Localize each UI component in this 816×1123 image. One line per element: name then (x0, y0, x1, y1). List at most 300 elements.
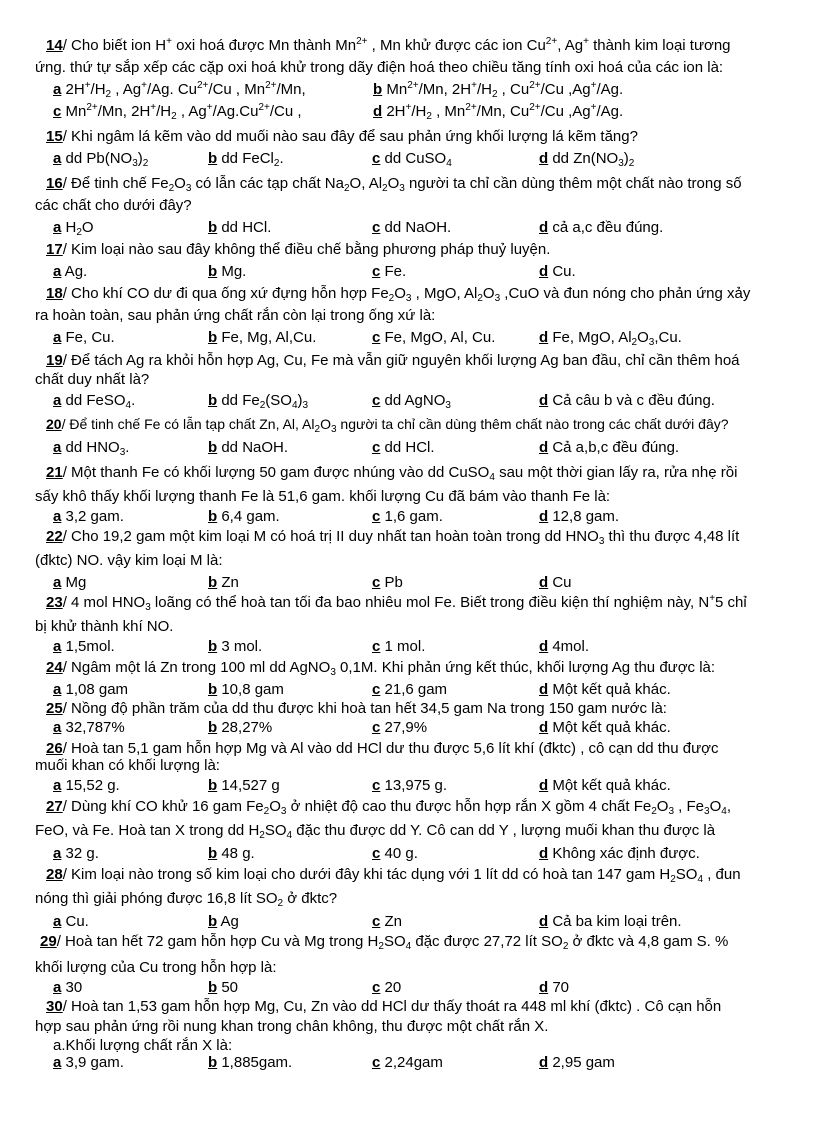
text-line (0, 573, 816, 593)
option-letter: b (208, 638, 218, 655)
text-line (0, 978, 816, 998)
text-line (0, 797, 816, 817)
formula-text: 6,4 gam. (217, 508, 280, 525)
formula-text: sấy khô thấy khối lượng thanh Fe là 51,6 gam. khối lượng Cu đã bám vào thanh Fe là: (35, 488, 611, 505)
text-line (0, 438, 816, 458)
formula-text: 14,527 g (217, 777, 280, 794)
formula-text: / Một thanh Fe có khối lượng 50 gam được nhúng vào dd CuSO$_4$ sau một thời gian lấy ra, rửa nhẹ rồi (62, 464, 738, 483)
formula-text: cả a,c đều đúng. (548, 219, 664, 236)
answer-option-a (53, 80, 306, 100)
option-letter: a (53, 263, 62, 280)
option-letter: c (372, 263, 381, 280)
text-line (0, 932, 816, 952)
formula-text: dd FeSO$_4$. (61, 392, 136, 411)
formula-text: Cả câu b và c đều đúng. (548, 392, 715, 409)
answer-option-c (372, 680, 447, 700)
question-text (46, 658, 715, 678)
formula-text: dd $HNO_3$. (61, 439, 130, 458)
formula-text: dd AgNO$_3$ (380, 392, 451, 411)
option-letter: d (539, 508, 549, 525)
text-line (0, 196, 816, 216)
answer-option-a (53, 438, 129, 458)
formula-text: 48 g. (217, 845, 255, 862)
text-line (0, 680, 816, 700)
question-number: 15 (46, 128, 63, 145)
text-segment (35, 58, 723, 78)
formula-text: nóng thì giải phóng được 16,8 lít $SO_2$ ở đktc? (35, 890, 338, 909)
option-letter: a (53, 638, 62, 655)
formula-text: Zn (217, 574, 239, 591)
question-number: 23 (46, 594, 63, 611)
option-letter: c (372, 913, 381, 930)
answer-option-a (53, 844, 99, 864)
option-letter: d (539, 913, 549, 930)
formula-text: ra hoàn toàn, sau phản ứng chất rắn còn lại trong ống xứ là: (35, 307, 436, 324)
option-letter: b (208, 1054, 218, 1071)
option-letter: b (208, 392, 218, 409)
formula-text: 1,08 gam (61, 681, 129, 698)
formula-text: Ag (217, 913, 239, 930)
formula-text: Ag. (61, 263, 88, 280)
option-letter: d (539, 777, 549, 794)
answer-option-d (539, 391, 715, 411)
answer-option-a (53, 218, 94, 238)
formula-text: 40 g. (380, 845, 418, 862)
answer-option-d (539, 218, 663, 238)
answer-option-c (372, 1053, 443, 1073)
option-letter: b (208, 913, 218, 930)
formula-text: / Hoà tan 1,53 gam hỗn hợp Mg, Cu, Zn vào dd HCl dư thấy thoát ra 448 ml khí (đktc) . Cô cạn hỗn (62, 998, 722, 1015)
text-line (0, 718, 816, 738)
answer-option-c (372, 844, 418, 864)
formula-text: / 4 mol $HNO_3$ loãng có thể hoà tan tối đa bao nhiêu mol Fe. Biết trong điều kiện thí nghiệm này, N+5 chỉ (62, 593, 747, 613)
answer-option-d (539, 680, 671, 700)
answer-option-c (372, 912, 402, 932)
formula-text: 3,9 gam. (61, 1054, 124, 1071)
option-letter: a (53, 681, 62, 698)
question-number: 26 (46, 740, 63, 757)
question-number: 18 (46, 285, 63, 302)
answer-option-b (208, 680, 284, 700)
answer-option-b (208, 262, 246, 282)
text-line (0, 102, 816, 122)
option-letter: b (208, 150, 218, 167)
answer-option-d (539, 149, 634, 169)
text-segment (35, 306, 435, 326)
formula-text: Cu. (548, 263, 576, 280)
question-text (46, 527, 739, 547)
text-line (0, 997, 816, 1017)
option-letter: b (208, 574, 218, 591)
answer-option-a (53, 718, 125, 738)
answer-option-c (372, 218, 451, 238)
option-letter: b (373, 81, 383, 98)
option-letter: c (372, 219, 381, 236)
answer-option-a (53, 912, 89, 932)
question-number: 21 (46, 464, 63, 481)
text-segment (35, 821, 715, 841)
text-line (0, 756, 816, 776)
question-text (46, 414, 729, 434)
formula-text: / Cho khí CO dư đi qua ống xứ đựng hỗn hợp $Fe_2O_3$ , MgO, $Al_2O_3$ ,CuO và đun nóng cho phản ứng xảy (62, 285, 751, 304)
formula-text: Fe. (380, 263, 407, 280)
option-letter: d (373, 103, 383, 120)
answer-option-a (53, 328, 115, 348)
formula-text: khối lượng của Cu trong hỗn hợp là: (35, 959, 277, 976)
option-letter: b (208, 681, 218, 698)
text-line (0, 174, 816, 194)
formula-text: dd NaOH. (380, 219, 452, 236)
answer-option-d (539, 438, 679, 458)
question-number: 28 (46, 866, 63, 883)
answer-option-d (539, 573, 572, 593)
formula-text: 1 mol. (380, 638, 426, 655)
question-number: 29 (40, 933, 57, 950)
answer-option-c (372, 718, 427, 738)
answer-option-b (208, 776, 280, 796)
answer-option-b (208, 507, 280, 527)
text-line (0, 487, 816, 507)
formula-text: Fe, Cu. (61, 329, 115, 346)
question-number: 22 (46, 528, 63, 545)
formula-text: Fe, MgO, $Al_2O_3,Cu$. (548, 329, 682, 348)
answer-option-b (208, 912, 239, 932)
option-letter: b (208, 508, 218, 525)
text-segment (35, 370, 149, 390)
formula-text: 1,885gam. (217, 1054, 293, 1071)
answer-option-b (208, 218, 271, 238)
text-line (0, 821, 816, 841)
formula-text: / Khi ngâm lá kẽm vào dd muối nào sau đây để sau phản ứng khối lượng lá kẽm tăng? (62, 128, 638, 145)
text-line (0, 149, 816, 169)
option-letter: b (208, 845, 218, 862)
option-letter: d (539, 638, 549, 655)
option-letter: c (372, 439, 381, 456)
text-line (0, 637, 816, 657)
formula-text: / Dùng khí CO khử 16 gam $Fe_2O_3$ ở nhiệt độ cao thu được hỗn hợp rắn X gồm 4 chất $Fe_2O_3$ , $Fe_3O_4$, (62, 798, 731, 817)
answer-option-b (208, 573, 239, 593)
formula-text: / Để tinh chế $Fe_2O_3$ có lẫn các tạp chất $Na_2O$, $Al_2O_3$ người ta chỉ cần dùng thêm một chất nào trong số (62, 175, 742, 194)
formula-text: Mg. (217, 263, 247, 280)
option-letter: a (53, 574, 62, 591)
option-letter: a (53, 329, 62, 346)
option-letter: a (53, 508, 62, 525)
formula-text: Một kết quả khác. (548, 681, 671, 698)
formula-text: Cả a,b,c đều đúng. (548, 439, 680, 456)
answer-option-c (372, 328, 495, 348)
text-line (0, 306, 816, 326)
answer-option-d (539, 328, 682, 348)
formula-text: các chất cho dưới đây? (35, 197, 192, 214)
formula-text: Mg (61, 574, 87, 591)
text-segment (35, 196, 192, 216)
text-segment (35, 1017, 548, 1037)
answer-option-d (539, 978, 569, 998)
question-number: 25 (46, 700, 63, 717)
text-line (0, 958, 816, 978)
formula-text: 2,95 gam (548, 1054, 615, 1071)
formula-text: dd HCl. (217, 219, 272, 236)
option-letter: d (539, 439, 549, 456)
formula-text: 1,5mol. (61, 638, 115, 655)
formula-text: 20 (380, 979, 402, 996)
question-number: 16 (46, 175, 63, 192)
text-line (0, 127, 816, 147)
answer-option-b (208, 637, 262, 657)
option-letter: a (53, 979, 62, 996)
question-text (46, 127, 638, 147)
answer-option-c (372, 391, 451, 411)
answer-option-b (208, 391, 308, 411)
option-letter: a (53, 1054, 62, 1071)
text-line (0, 776, 816, 796)
text-line (0, 617, 816, 637)
answer-option-b (208, 1053, 292, 1073)
text-segment (35, 756, 220, 776)
option-letter: c (372, 392, 381, 409)
answer-option-a (53, 680, 128, 700)
option-letter: d (539, 263, 549, 280)
option-letter: c (372, 329, 381, 346)
answer-option-a (53, 637, 115, 657)
formula-text: dd FeCl$_2$. (217, 150, 284, 169)
formula-text: dd $Pb(NO_3)_2$ (61, 150, 149, 169)
option-letter: c (372, 979, 381, 996)
question-number: 20 (46, 416, 62, 432)
formula-text: / Ngâm một lá Zn trong 100 ml dd AgNO$_3$ 0,1M. Khi phản ứng kết thúc, khối lượng Ag thu được là: (62, 659, 716, 678)
answer-option-b (208, 978, 238, 998)
option-letter: c (372, 508, 381, 525)
formula-text: 1,6 gam. (380, 508, 443, 525)
question-text (46, 36, 731, 56)
formula-text: a.Khối lượng chất rắn X là: (53, 1037, 233, 1054)
text-line (0, 658, 816, 678)
option-letter: a (53, 392, 62, 409)
answer-option-a (53, 1053, 124, 1073)
formula-text: $2H^+/H_2$ , $Mn^{2+}/Mn$, $Cu^{2+}/Cu$ ,Ag+/Ag. (382, 102, 624, 122)
formula-text: / Để tách Ag ra khỏi hỗn hợp Ag, Cu, Fe mà vẫn giữ nguyên khối lượng Ag ban đầu, chỉ cần thêm hoá (62, 352, 740, 369)
answer-option-a (53, 776, 120, 796)
answer-option-b (208, 328, 316, 348)
formula-text: 15,52 g. (61, 777, 120, 794)
answer-option-d (539, 1053, 615, 1073)
text-line (0, 865, 816, 885)
question-text (46, 240, 550, 260)
text-line (0, 284, 816, 304)
question-text (40, 932, 728, 952)
answer-option-c (372, 573, 403, 593)
question-text (46, 699, 667, 719)
option-letter: c (372, 777, 381, 794)
option-letter: a (53, 719, 62, 736)
answer-option-a (53, 507, 124, 527)
formula-text: 13,975 g. (380, 777, 448, 794)
question-text (46, 463, 737, 483)
option-letter: d (539, 219, 549, 236)
formula-text: dd CuSO$_4$ (380, 150, 452, 169)
formula-text: Cu. (61, 913, 89, 930)
question-number: 30 (46, 998, 63, 1015)
formula-text: 2,24gam (380, 1054, 443, 1071)
formula-text: ứng. thứ tự sắp xếp các cặp oxi hoá khử trong dãy điện hoá theo chiều tăng tính oxi hoá của các ion là: (35, 59, 724, 76)
formula-text: 32 g. (61, 845, 99, 862)
answer-option-c (372, 262, 406, 282)
answer-option-d (539, 844, 700, 864)
formula-text: / Cho biết ion H+ oxi hoá được Mn thành $Mn^{2+}$ , Mn khử được các ion $Cu^{2+}$, Ag+ thành kim loại tương (62, 36, 731, 54)
option-letter: c (53, 103, 62, 120)
option-letter: c (372, 681, 381, 698)
option-letter: d (539, 574, 549, 591)
text-line (0, 351, 816, 371)
formula-text: 27,9% (380, 719, 428, 736)
option-letter: c (372, 150, 381, 167)
formula-text: $Mn^{2+}/Mn$, $2H^+/H_2$ , $Cu^{2+}/Cu$ ,Ag+/Ag. (382, 80, 624, 100)
text-line (0, 593, 816, 613)
question-number: 17 (46, 241, 63, 258)
question-text (46, 174, 742, 194)
formula-text: $Mn^{2+}/Mn$, $2H^+/H_2$ , $Ag^+/Ag.Cu^{2+}/Cu$ , (61, 102, 302, 122)
option-letter: a (53, 439, 62, 456)
answer-option-d (539, 912, 682, 932)
formula-text: dd NaOH. (217, 439, 289, 456)
answer-option-c (372, 978, 401, 998)
formula-text: Fe, Mg, Al,Cu. (217, 329, 317, 346)
answer-option-c (53, 102, 302, 122)
formula-text: FeO, và Fe. Hoà tan X trong dd $H_2SO_4$ đặc thu được dd Y. Cô can dd Y , lượng muối khan thu được là (35, 822, 716, 841)
text-line (0, 80, 816, 100)
formula-text: Zn (380, 913, 403, 930)
option-letter: b (208, 439, 218, 456)
formula-text: 3 mol. (217, 638, 263, 655)
formula-text: 28,27% (217, 719, 273, 736)
option-letter: b (208, 329, 218, 346)
formula-text: bị khử thành khí NO. (35, 618, 174, 635)
formula-text: dd HCl. (380, 439, 435, 456)
option-letter: b (208, 263, 218, 280)
question-text (46, 351, 740, 371)
text-line (0, 370, 816, 390)
formula-text: muối khan có khối lượng là: (35, 757, 220, 774)
text-segment (35, 551, 223, 571)
text-line (0, 328, 816, 348)
formula-text: hợp sau phản ứng rồi nung khan trong chân không, thu được một chất rắn X. (35, 1018, 549, 1035)
answer-option-b (208, 438, 288, 458)
formula-text: / Kim loại nào sau đây không thể điều chế bằng phương pháp thuỷ luyện. (62, 241, 551, 258)
formula-text: / Nồng độ phần trăm của dd thu được khi hoà tan hết 34,5 gam Na trong 150 gam nước là: (62, 700, 667, 717)
formula-text: Pb (380, 574, 403, 591)
text-line (0, 527, 816, 547)
formula-text: 3,2 gam. (61, 508, 124, 525)
option-letter: d (539, 845, 549, 862)
answer-option-a (53, 149, 148, 169)
text-segment (35, 958, 277, 978)
answer-option-d (539, 637, 589, 657)
option-letter: d (539, 719, 549, 736)
formula-text: chất duy nhất là? (35, 371, 150, 388)
text-line (0, 218, 816, 238)
option-letter: d (539, 150, 549, 167)
answer-option-c (372, 507, 443, 527)
text-line (0, 889, 816, 909)
text-line (0, 36, 816, 56)
answer-option-c (372, 149, 452, 169)
option-letter: a (53, 913, 62, 930)
question-text (46, 797, 731, 817)
answer-option-c (372, 438, 435, 458)
answer-option-b (208, 718, 272, 738)
option-letter: a (53, 845, 62, 862)
formula-text: / Để tinh chế Fe có lẫn tạp chất Zn, Al, $Al_2O_3$ người ta chỉ cần dùng thêm chất nào trong các chất dưới đây? (61, 416, 729, 435)
text-line (0, 391, 816, 411)
option-letter: d (539, 392, 549, 409)
option-letter: a (53, 219, 62, 236)
question-text (46, 997, 721, 1017)
formula-text: $H_2O$ (61, 219, 94, 238)
formula-text: 32,787% (61, 719, 125, 736)
option-letter: c (372, 574, 381, 591)
option-letter: b (208, 777, 218, 794)
question-number: 14 (46, 37, 63, 54)
text-line (0, 1017, 816, 1037)
text-line (0, 414, 816, 434)
option-letter: b (208, 979, 218, 996)
formula-text: 12,8 gam. (548, 508, 620, 525)
answer-option-d (539, 507, 619, 527)
question-text (46, 593, 747, 613)
answer-option-a (53, 262, 87, 282)
formula-text: $2H^+/H_2$ , Ag+/Ag. $Cu^{2+}/Cu$ , $Mn^{2+}/Mn$, (61, 80, 306, 100)
question-text (46, 865, 741, 885)
answer-option-d (373, 102, 623, 122)
formula-text: dd $Fe_2(SO_4)_3$ (217, 392, 309, 411)
option-letter: a (53, 150, 62, 167)
text-line (0, 463, 816, 483)
option-letter: d (539, 329, 549, 346)
formula-text: Một kết quả khác. (548, 777, 671, 794)
formula-text: (đktc) NO. vậy kim loại M là: (35, 552, 223, 569)
formula-text: 70 (548, 979, 570, 996)
formula-text: / Kim loại nào trong số kim loại cho dưới đây khi tác dụng với 1 lít dd có hoà tan 147 gam $H_2SO_4$ , đun (62, 866, 741, 885)
formula-text: Không xác định được. (548, 845, 700, 862)
option-letter: a (53, 81, 62, 98)
answer-option-c (372, 776, 447, 796)
formula-text: Cả ba kim loại trên. (548, 913, 682, 930)
text-line (0, 262, 816, 282)
answer-option-d (539, 262, 576, 282)
answer-option-b (373, 80, 623, 100)
formula-text: 21,6 gam (380, 681, 448, 698)
text-line (0, 844, 816, 864)
option-letter: c (372, 1054, 381, 1071)
answer-option-d (539, 718, 671, 738)
text-line (0, 58, 816, 78)
answer-option-c (372, 637, 425, 657)
question-number: 24 (46, 659, 63, 676)
text-line (0, 1053, 816, 1073)
answer-option-a (53, 573, 86, 593)
option-letter: a (53, 777, 62, 794)
answer-option-a (53, 391, 135, 411)
option-letter: b (208, 219, 218, 236)
option-letter: b (208, 719, 218, 736)
text-line (0, 551, 816, 571)
option-letter: c (372, 719, 381, 736)
text-line (0, 507, 816, 527)
answer-option-a (53, 978, 82, 998)
text-segment (35, 889, 337, 909)
formula-text: / Hoà tan hết 72 gam hỗn hợp Cu và Mg trong $H_2SO_4$ đặc được 27,72 lít $SO_2$ ở đktc và 4,8 gam S. % (56, 933, 729, 952)
formula-text: 50 (217, 979, 239, 996)
